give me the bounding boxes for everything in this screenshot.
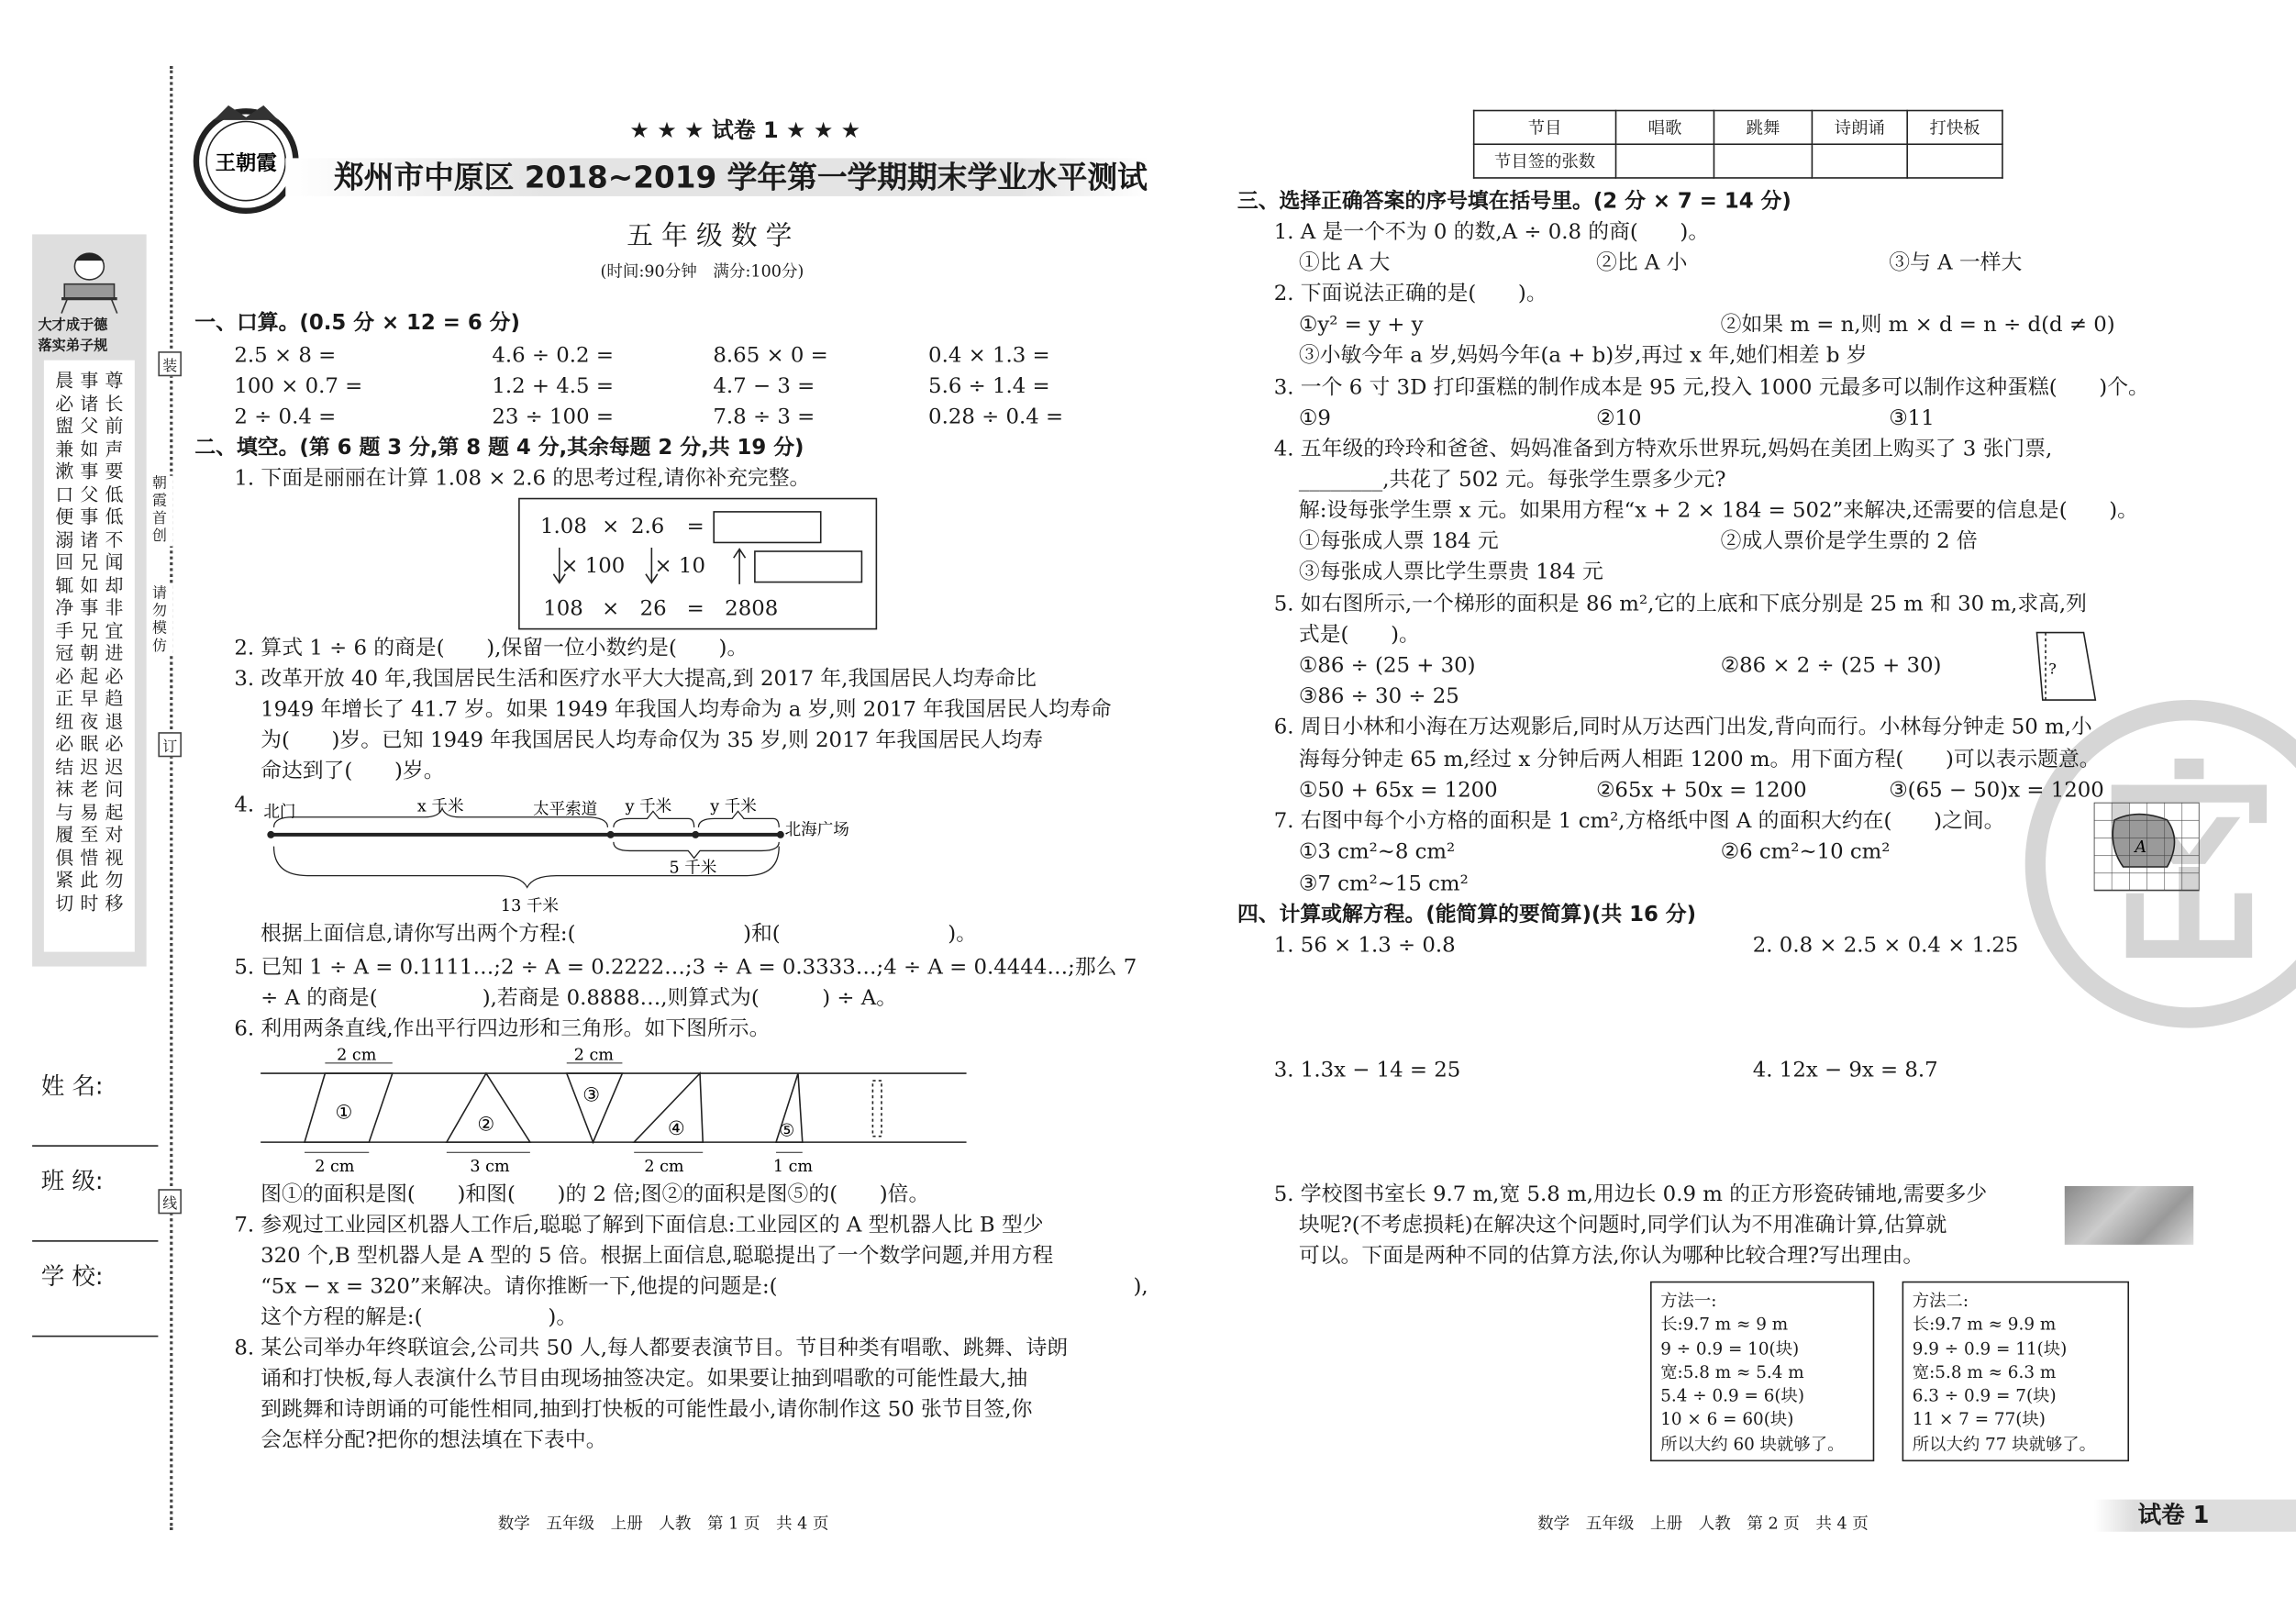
option: ③86 ÷ 30 ÷ 25 [1298,685,1459,709]
binding-tag: 订 [158,732,182,757]
table-cell [1616,144,1714,178]
student-illustration [52,243,126,316]
calc-number: 2808 [725,597,779,621]
class-line [32,1240,158,1242]
section-heading: 二、填空。(第 6 题 3 分,第 8 题 4 分,其余每题 2 分,共 19 分) [194,436,804,461]
option: ②成人票价是学生票的 2 倍 [1720,529,1978,554]
option: ③7 cm²~15 cm² [1298,872,1469,896]
calc-problem: 2. 0.8 × 2.5 × 0.4 × 1.25 [1752,934,2019,958]
label-end: 北海广场 [784,820,849,839]
oral-item: 0.28 ÷ 0.4 = [928,405,1064,429]
dizigui-column: 事诸父如事父事诸兄如事兄朝起早夜眠迟老易至惜此时 [80,369,99,914]
table-row [1474,111,2002,145]
question-text: 7. 参观过工业园区机器人工作后,聪聪了解到下面信息:工业园区的 A 型机器人比 B 型少 [234,1214,1044,1237]
arrow-label: × 100 [560,554,626,579]
question-text: 8. 某公司举办年终联谊会,公司共 50 人,每人都要表演节目。节目种类有唱歌、跳舞、诗朗 [234,1337,1069,1360]
calc-problem: 1. 56 × 1.3 ÷ 0.8 [1273,934,1456,958]
method-two-box [1902,1282,2129,1461]
route-diagram [249,791,893,923]
binding-line [170,66,172,1530]
motto-line: 大才成于德 [38,317,108,334]
school-label: 学 校: [40,1262,104,1291]
question-text: 可以。下面是两种不同的估算方法,你认为哪种比较合理?写出理由。 [1298,1244,1924,1269]
shapes-diagram [249,1039,981,1186]
table-cell [1812,144,1907,178]
question-text: ÷ A 的商是( ),若商是 0.8888…,则算式为( ) ÷ A。 [261,986,898,1011]
section-heading: 三、选择正确答案的序号填在括号里。(2 分 × 7 = 14 分) [1237,190,1791,215]
table-header: 跳舞 [1714,111,1812,145]
question-text: 块呢?(不考虑损耗)在解决这个问题时,同学们认为不用准确计算,估算就 [1298,1214,1947,1237]
oral-item: 8.65 × 0 = [713,344,828,368]
dim-label: 3 cm [470,1158,510,1177]
question-text: 5. 已知 1 ÷ A = 0.1111…;2 ÷ A = 0.2222…;3 ÷ A = 0.3333…;4 ÷ A = 0.4444…;那么 7 [234,956,1137,980]
method-line: 6.3 ÷ 0.9 = 7(块) [1912,1385,2057,1406]
option: ③与 A 一样大 [1889,251,2023,276]
label-total: 13 千米 [500,896,559,916]
method-line: 所以大约 60 块就够了。 [1660,1433,1845,1454]
up-arrow-icon [734,549,746,584]
dizigui-column: 尊长前声要低低不闻却非宜进必趋退必迟问起对视勿移 [105,369,124,914]
table-row [1474,144,2002,178]
question-text: 图①的面积是图( )和图( )的 2 倍;图②的面积是图⑤的( )倍。 [261,1182,930,1207]
question-text: “5x − x = 320”来解决。请你推断一下,他提的问题是:( ), [261,1275,1148,1299]
method-one-box [1650,1282,1874,1461]
question-text: 1949 年增长了 41.7 岁。如果 1949 年我国人均寿命为 a 岁,则 2017 年我国居民人均寿命 [261,698,1112,722]
table-header: 节目 [1474,111,1616,145]
table-header: 诗朗诵 [1812,111,1907,145]
calc-problem: 4. 12x − 9x = 8.7 [1752,1059,1938,1082]
question-text: 会怎样分配?把你的想法填在下表中。 [261,1428,607,1453]
question-text: 命达到了( )岁。 [261,760,445,784]
calc-equals: = [686,597,704,621]
table-header: 打快板 [1907,111,2002,145]
calc-number: 108 [543,597,583,621]
method-line: 9 ÷ 0.9 = 10(块) [1660,1337,1800,1359]
method-line: 方法二: [1912,1290,1969,1311]
arrow-label: × 10 [654,554,705,579]
question-text: 到跳舞和诗朗诵的可能性相同,抽到打快板的可能性最小,请你制作这 50 张节目签,你 [261,1398,1033,1423]
calc-number: 26 [639,597,667,621]
label-five: 5 千米 [669,859,717,878]
question-text: 根据上面信息,请你写出两个方程:( )和( )。 [261,922,978,947]
oral-item: 5.6 ÷ 1.4 = [928,374,1050,399]
option: ①86 ÷ (25 + 30) [1298,654,1476,679]
calc-number: 1.08 [540,515,587,539]
row-label: 节目签的张数 [1474,144,1616,178]
question-text: 320 个,B 型机器人是 A 型的 5 倍。根据上面信息,聪聪提出了一个数学问题,并用方程 [261,1244,1054,1269]
calc-operator: × [602,597,620,621]
question-text: 诵和打快板,每人表演什么节目由现场抽签决定。如果要让抽到唱歌的可能性最大,抽 [261,1367,1028,1392]
question-text: 7. 右图中每个小方格的面积是 1 cm²,方格纸中图 A 的面积大约在( )之间。 [1273,809,2005,834]
question-text: 6. 周日小林和小海在万达观影后,同时从万达西门出发,背向而行。小林每分钟走 50 m,小 [1273,716,2092,740]
exam-title: 郑州市中原区 2018~2019 学年第一学期期末学业水平测试 [333,159,1148,195]
question-text: 2. 下面说法正确的是( )。 [1273,283,1547,306]
subject-title: 五 年 级 数 学 [627,221,793,252]
oral-item: 2 ÷ 0.4 = [234,405,337,429]
shape-number: ① [335,1101,353,1124]
down-arrow-icon [553,548,565,583]
method-line: 长:9.7 m ≈ 9.9 m [1912,1314,2057,1335]
option: ①比 A 大 [1298,251,1391,276]
question-text: 1. A 是一个不为 0 的数,A ÷ 0.8 的商( )。 [1273,221,1710,245]
page-footer: 数学 五年级 上册 人教 第 1 页 共 4 页 [497,1514,829,1534]
binding-tag: 装 [158,351,182,376]
option: ②65x + 50x = 1200 [1595,779,1807,803]
option: ②如果 m = n,则 m × d = n ÷ d(d ≠ 0) [1720,313,2115,338]
height-mark: ? [2048,660,2057,678]
label-start: 北门 [263,803,296,822]
shape-number: ⑤ [779,1119,795,1141]
method-line: 长:9.7 m ≈ 9 m [1660,1314,1789,1335]
oral-item: 2.5 × 8 = [234,344,337,368]
page-footer: 数学 五年级 上册 人教 第 2 页 共 4 页 [1537,1514,1869,1534]
name-line [32,1145,158,1147]
question-text: 解:设每张学生票 x 元。如果用方程“x + 2 × 184 = 502”来解决,还需要的信息是( )。 [1298,499,2138,523]
question-number: 4. [234,793,255,817]
tile-photo [2065,1186,2193,1245]
school-line [32,1336,158,1337]
method-line: 9.9 ÷ 0.9 = 11(块) [1912,1337,2068,1359]
option: ②86 × 2 ÷ (25 + 30) [1720,654,1942,679]
calc-equals: = [686,515,704,539]
label-y2: y 千米 [710,797,757,816]
motto-line: 落实弟子规 [38,338,108,355]
down-arrow-icon [646,548,658,583]
dim-label: 2 cm [573,1046,614,1065]
logo-text: 王朝霞 [215,151,277,176]
dizigui-text [44,361,135,952]
calc-process-box [518,498,877,630]
name-label: 姓 名: [40,1071,104,1100]
method-line: 宽:5.8 m ≈ 6.3 m [1912,1361,2057,1382]
dim-label: 2 cm [644,1158,684,1177]
exam-time: (时间:90分钟 满分:100分) [600,261,804,282]
table-cell [1907,144,2002,178]
question-text: 6. 利用两条直线,作出平行四边形和三角形。如下图所示。 [234,1017,771,1041]
option: ①y² = y + y [1298,313,1424,338]
calc-operator: × [602,515,620,539]
table-cell [1714,144,1812,178]
oral-item: 23 ÷ 100 = [492,405,614,429]
option: ③每张成人票比学生票贵 184 元 [1298,560,1603,584]
calc-problem: 3. 1.3x − 14 = 25 [1273,1059,1461,1082]
grid-figure [2094,803,2200,893]
calc-number: 2.6 [631,515,665,539]
oral-item: 4.6 ÷ 0.2 = [492,344,614,368]
answer-box [754,550,862,583]
trapezoid-figure [2028,627,2102,708]
question-text: 式是( )。 [1298,624,1420,648]
question-text: 5. 学校图书室长 9.7 m,宽 5.8 m,用边长 0.9 m 的正方形瓷砖铺地,需要多少 [1273,1182,1988,1207]
question-text: 这个方程的解是:( )。 [261,1305,578,1330]
oral-item: 1.2 + 4.5 = [492,374,614,399]
option: ②10 [1595,406,1642,431]
option: ②比 A 小 [1595,251,1688,276]
dim-label: 2 cm [315,1158,355,1177]
dim-label: 1 cm [772,1158,814,1177]
corner-badge: 试卷 1 [2137,1501,2210,1529]
oral-item: 100 × 0.7 = [234,374,363,399]
question-text: 2. 算式 1 ÷ 6 的商是( ),保留一位小数约是( )。 [234,637,749,660]
margin-note: 请勿模仿 [152,586,172,657]
question-text: 5. 如右图所示,一个梯形的面积是 86 m²,它的上底和下底分别是 25 m 和 30 m,求高,列 [1273,593,2088,617]
program-table [1473,110,2003,179]
option: ①每张成人票 184 元 [1298,529,1499,554]
dim-label: 2 cm [337,1046,377,1065]
oral-item: 4.7 − 3 = [713,374,815,399]
section-heading: 四、计算或解方程。(能简算的要简算)(共 16 分) [1237,903,1697,927]
option: ①50 + 65x = 1200 [1298,779,1498,803]
method-line: 所以大约 77 块就够了。 [1912,1433,2097,1454]
question-text: 1. 下面是丽丽在计算 1.08 × 2.6 的思考过程,请你补充完整。 [234,467,811,491]
sidebar-motto-panel [32,234,147,966]
dizigui-column: 晨必盥兼漱口便溺回辄净手冠必正纽必结袜与履俱紧切 [55,369,74,914]
method-line: 宽:5.8 m ≈ 5.4 m [1660,1361,1804,1382]
class-label: 班 级: [40,1167,104,1195]
question-text: 为( )岁。已知 1949 年我国居民人均寿命仅为 35 岁,则 2017 年我国居民人均寿 [261,728,1043,753]
oral-item: 0.4 × 1.3 = [928,344,1050,368]
option: ①3 cm²~8 cm² [1298,840,1456,864]
option: ③11 [1889,406,1935,431]
shape-number: ③ [582,1083,600,1106]
method-line: 11 × 7 = 77(块) [1912,1409,2046,1430]
question-text: 3. 改革开放 40 年,我国居民生活和医疗水平大大提高,到 2017 年,我国居民人均寿命比 [234,667,1037,692]
shape-number: ④ [667,1117,685,1140]
question-text: 3. 一个 6 寸 3D 打印蛋糕的制作成本是 95 元,投入 1000 元最多可以制作这种蛋糕( )个。 [1273,376,2149,400]
option: ①9 [1298,406,1331,431]
option: ②6 cm²~10 cm² [1720,840,1891,864]
margin-note: 朝霞首创 [152,476,172,547]
section-heading: 一、口算。(0.5 分 × 12 = 6 分) [194,312,520,336]
question-text: 海每分钟走 65 m,经过 x 分钟后两人相距 1200 m。用下面方程( )可以表示题意。 [1298,748,2101,772]
question-text: ________,共花了 502 元。每张学生票多少元? [1298,468,1726,493]
option: ③小敏今年 a 岁,妈妈今年(a + b)岁,再过 x 年,她们相差 b 岁 [1298,344,1868,368]
oral-item: 7.8 ÷ 3 = [713,405,815,429]
exam-badge: ★ ★ ★ 试卷 1 ★ ★ ★ [629,117,861,144]
shape-number: ② [477,1113,495,1136]
method-line: 10 × 6 = 60(块) [1660,1409,1794,1430]
table-header: 唱歌 [1616,111,1714,145]
label-mid: 太平索道 [533,800,598,819]
question-text: 4. 五年级的玲玲和爸爸、妈妈准备到方特欢乐世界玩,妈妈在美团上购买了 3 张门票, [1273,438,2053,461]
method-line: 5.4 ÷ 0.9 = 6(块) [1660,1385,1805,1406]
binding-tag: 线 [158,1189,182,1214]
method-line: 方法一: [1660,1290,1717,1311]
option: ③(65 − 50)x = 1200 [1889,779,2104,803]
label-x: x 千米 [416,797,464,816]
figure-label: A [2135,838,2147,858]
label-y1: y 千米 [625,797,672,816]
